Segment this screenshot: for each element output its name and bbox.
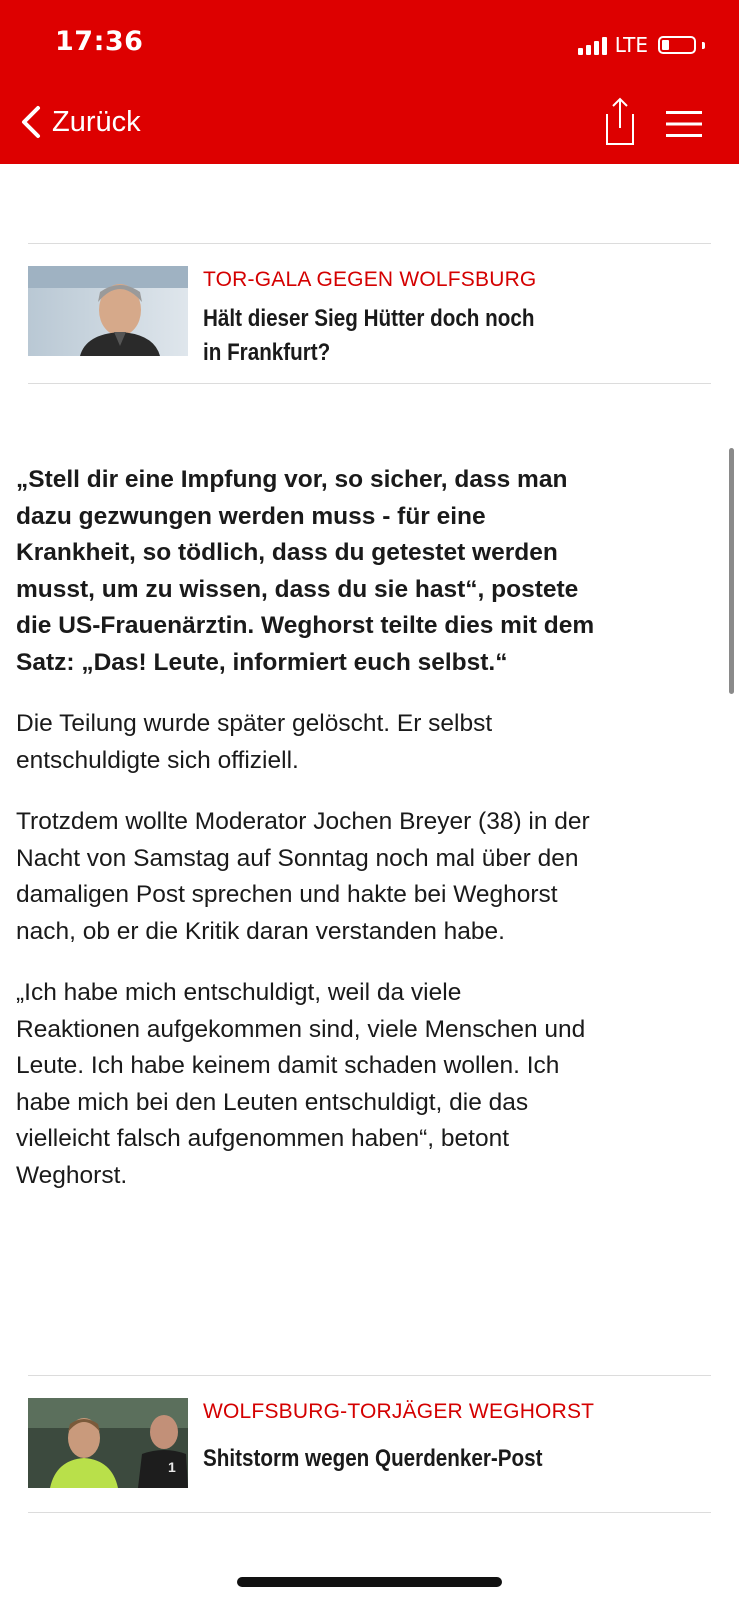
battery-tip [702,42,705,49]
text-line: Nacht von Samstag auf Sonntag noch mal über den [16,844,579,872]
article-paragraph [16,804,706,950]
text-line: Die Teilung wurde später gelöscht. Er selbst [16,710,493,737]
text-line: musst, um zu wissen, dass du sie hast“, postete [16,575,579,603]
text-line: „Ich habe mich entschuldigt, weil da viele [16,979,462,1006]
related-article-teaser[interactable] [28,243,711,384]
text-line: die US-Frauenärztin. Weghorst teilte dies mit dem [16,612,595,639]
battery-icon [658,36,696,54]
teaser-kicker: TOR-GALA GEGEN WOLFSBURG [203,268,537,291]
text-line: Trotzdem wollte Moderator Jochen Breyer (38) in der [16,808,590,835]
share-icon[interactable] [602,96,638,148]
scrollbar[interactable] [729,448,734,694]
text-line: Krankheit, so tödlich, dass du getestet werden [16,539,558,566]
status-indicators [578,33,705,57]
text-line: habe mich bei den Leuten entschuldigt, die das [16,1088,529,1116]
text-line: dazu gezwungen werden muss - für eine [16,502,486,530]
status-time: 17:36 [55,26,144,57]
back-button[interactable] [20,105,141,139]
back-label: Zurück [52,105,141,138]
text-line: Leute. Ich habe keinem damit schaden wollen. Ich [16,1052,560,1079]
related-article-teaser[interactable] [28,1375,711,1513]
app-header [0,0,739,164]
network-type: LTE [614,33,648,57]
teaser-title: Shitstorm wegen Querdenker-Post [203,1445,543,1472]
hamburger-menu-icon[interactable] [666,110,702,138]
home-indicator[interactable] [237,1577,502,1587]
chevron-left-icon [20,105,42,139]
text-line: „Stell dir eine Impfung vor, so sicher, dass man [16,466,568,493]
text-line: damaligen Post sprechen und hakte bei Weghorst [16,881,558,908]
article-body [16,462,706,1194]
svg-text:1: 1 [168,1459,176,1475]
article-paragraph [16,706,706,779]
article-paragraph [16,975,706,1194]
text-line: vielleicht falsch aufgenommen haben“, betont [16,1125,510,1152]
teaser-title-line: in Frankfurt? [203,339,331,366]
article-lead-paragraph [16,462,706,681]
teaser-title-line: Hält dieser Sieg Hütter doch noch [203,305,535,332]
text-line: nach, ob er die Kritik daran verstanden habe. [16,917,505,945]
teaser-title [203,302,616,370]
text-line: Satz: „Das! Leute, informiert euch selbst.“ [16,648,508,676]
teaser-thumbnail [28,1398,188,1488]
teaser-thumbnail [28,266,188,356]
teaser-kicker: WOLFSBURG-TORJÄGER WEGHORST [203,1400,595,1423]
text-line: Weghorst. [16,1161,128,1189]
signal-strength-icon [578,36,607,55]
text-line: Reaktionen aufgekommen sind, viele Menschen und [16,1015,586,1043]
text-line: entschuldigte sich offiziell. [16,746,299,774]
